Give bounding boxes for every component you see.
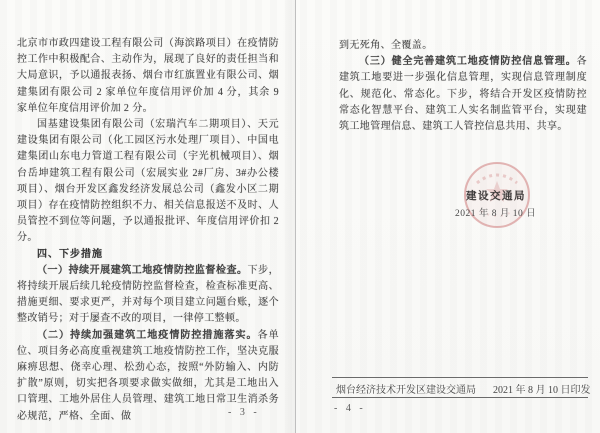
page-3 bbox=[0, 0, 295, 433]
measure-2-lead: （二）持续加强建筑工地疫情防控措施落实。 bbox=[37, 329, 258, 341]
page-number-4: - 4 - bbox=[334, 403, 366, 414]
measure-3-lead: （三）健全完善建筑工地疫情防控信息管理。 bbox=[359, 56, 577, 68]
page-4 bbox=[296, 0, 600, 433]
paragraph-commendation: 北京市市政四建设工程有限公司（海滨路项目）在疫情防控工作中积极配合、主动作为，展现了良好的责任担当和大局意识，予以通报表扬、烟台市红旗置业有限公司、烟建集团有限公司 2 家单位年度信用评价加 4 分，其余 9 家单位年度信用评价加 2 分。 bbox=[17, 38, 279, 114]
paragraph-criticism: 国基建设集团有限公司（宏瑞汽车二期项目）、天元建设集团有限公司（化工园区污水处理厂项目）、中国电建集团山东电力管道工程有限公司（宇光机械项目）、烟台岳坤建筑工程有限公司（宏展实业 2#厂房、3#办公楼项目）、烟台开发区鑫发经济发展总公司（鑫发小区二期项目）存在疫情防控组织不力、相关信息报送不及时、人员管控不到位等问题，予以通报批评、年度信用评价扣 2 分。 bbox=[17, 119, 279, 244]
paragraph-measure-1 bbox=[17, 263, 279, 328]
measure-1-text: 下步，将持续开展后续几轮疫情防控监督检查，检查标准更高、措施更细、要求更严，并对每个项目建立问题台账，逐个整改销号；对于屡查不改的项目，一律停工整顿。 bbox=[17, 264, 280, 325]
page-fold-shadow bbox=[283, 0, 295, 433]
page-4-body bbox=[339, 38, 587, 135]
section-heading-next-steps: 四、下步措施 bbox=[37, 248, 103, 260]
footer-rule-bottom bbox=[332, 397, 588, 398]
paragraph-continuation: 到无死角、全覆盖。 bbox=[339, 40, 433, 51]
signature-date: 2021 年 8 月 10 日 bbox=[455, 209, 537, 219]
measure-1-lead: （一）持续开展建筑工地疫情防控监督检查。 bbox=[37, 264, 248, 276]
measure-3-text: 各建筑工地要进一步强化信息管理，实现信息管理制度化、规范化、常态化。下步，将结合开发区疫情防控常态化智慧平台、建筑工人实名制监管平台，实现建筑工地管理信息、建筑工人管控信息共用、共享。 bbox=[339, 56, 587, 133]
issuance-footer bbox=[336, 381, 591, 396]
signature-organization: 建设交通局 bbox=[466, 191, 526, 202]
paragraph-measure-3 bbox=[339, 54, 587, 135]
page-number-3: - 3 - bbox=[228, 407, 260, 418]
footer-rule-top bbox=[332, 377, 588, 378]
page-3-body bbox=[17, 36, 279, 425]
measure-2-text: 各单位、项目务必高度重视建筑工地疫情防控工作，坚决克服麻痹思想、侥幸心理、松劲心态，按照“外防输入、内防扩散”原则，切实把各项要求做实做细，尤其是工地出入口管理、工地外居住人员管理、建筑工地日常卫生消杀务必规范，严格、全面、做 bbox=[17, 329, 279, 422]
footer-print-date: 2021 年 8 月 10 日印发 bbox=[493, 385, 591, 396]
footer-issuer: 烟台经济技术开发区建设交通局 bbox=[336, 385, 476, 396]
